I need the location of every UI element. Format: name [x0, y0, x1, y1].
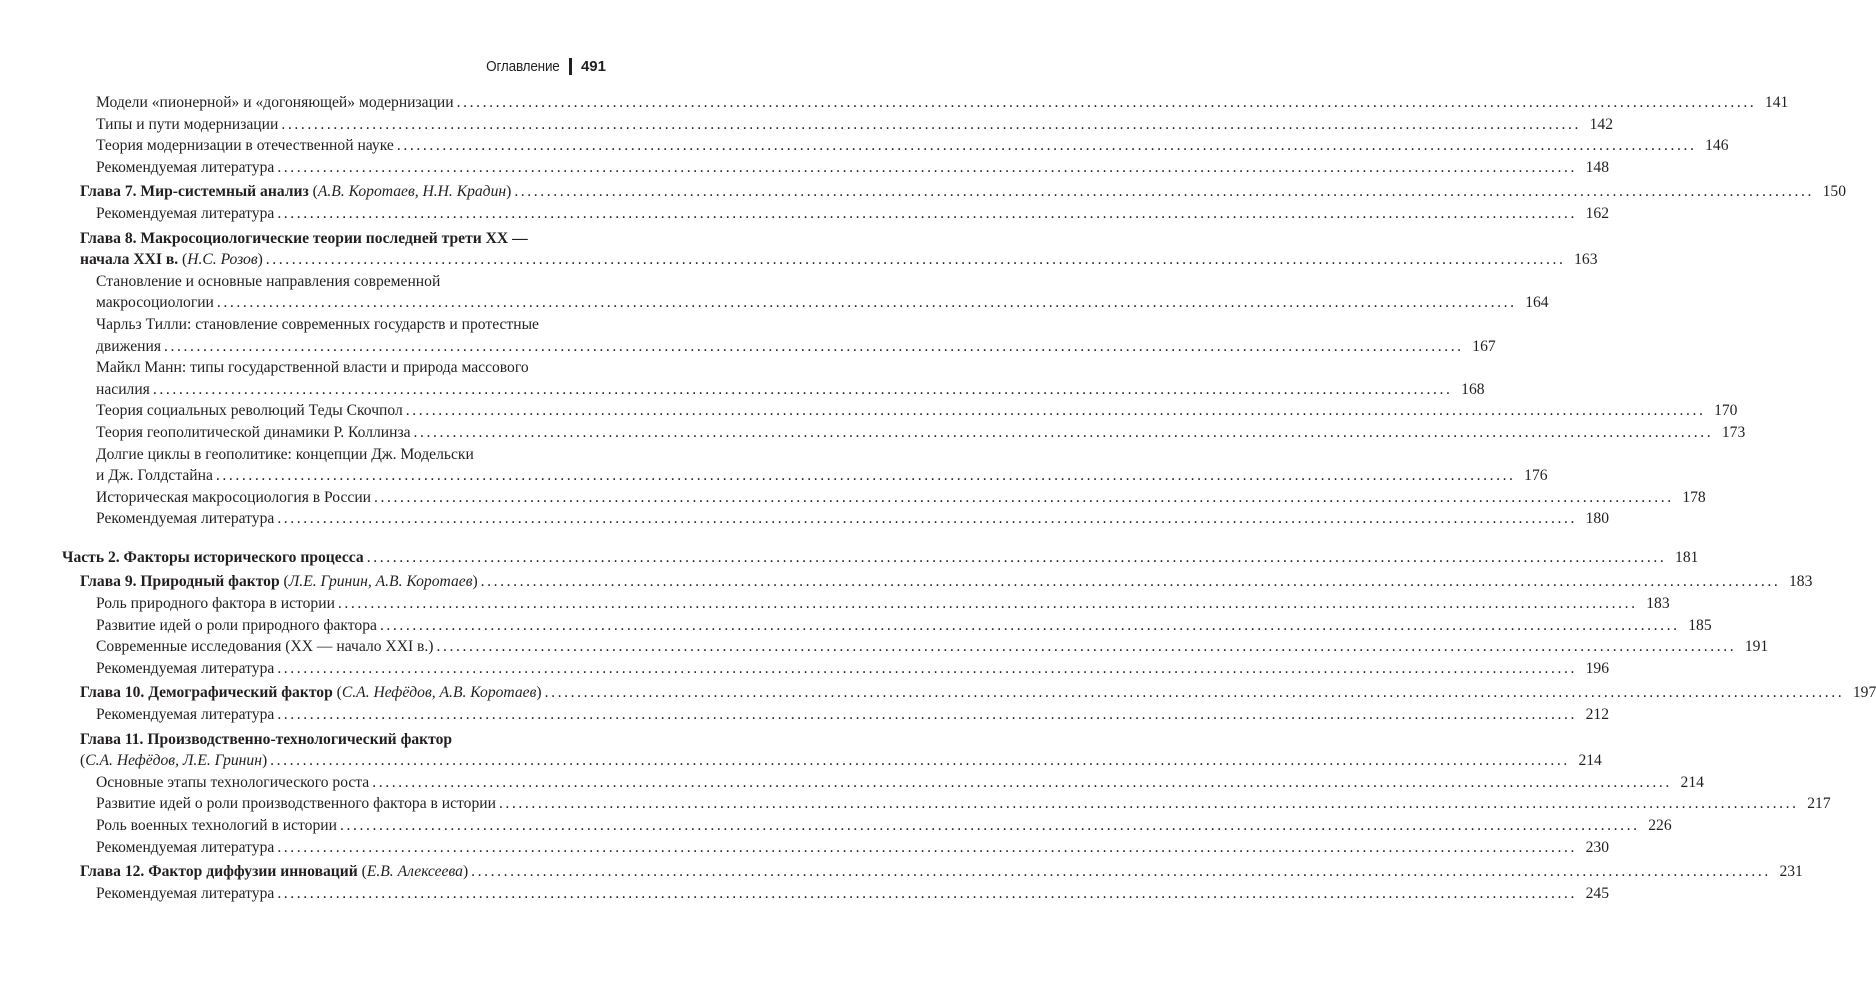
toc-section-entry[interactable]	[62, 658, 1609, 680]
toc-entry-title: Часть 2. Факторы исторического процесса	[62, 548, 364, 566]
toc-chapter-entry[interactable]	[62, 729, 1602, 772]
toc-entry-text	[96, 465, 213, 487]
paren-open: (	[279, 573, 289, 591]
toc-part-entry[interactable]	[62, 547, 1699, 569]
toc-entry-line	[96, 135, 1729, 157]
dot-leader: ........................................................................................................................................................................................................	[337, 595, 1638, 613]
toc-entry-title-line1: Майкл Манн: типы государственной власти и природа массового	[96, 359, 529, 377]
toc-section-entry[interactable]	[62, 314, 1496, 357]
paren-open: (	[80, 752, 86, 770]
toc-page-number: 212	[1585, 706, 1609, 724]
toc-entry-text	[80, 861, 468, 883]
toc-section-entry[interactable]	[62, 444, 1548, 487]
toc-section-entry[interactable]	[62, 636, 1769, 658]
toc-section-entry[interactable]	[62, 400, 1738, 422]
toc-entry-title: Рекомендуемая литература	[96, 510, 275, 528]
toc-entry-line	[96, 636, 1769, 658]
toc-entry-line	[96, 400, 1738, 422]
toc-entry-title: Роль военных технологий в истории	[96, 817, 337, 834]
paren-close: )	[462, 863, 469, 881]
toc-entry-text	[96, 704, 274, 726]
toc-entry-title: Развитие идей о роли природного фактора	[96, 616, 377, 634]
toc-entry-line	[80, 861, 1803, 883]
toc-entry-text	[80, 571, 478, 593]
toc-page-number: 180	[1585, 510, 1609, 528]
toc-entry-line	[96, 465, 1548, 487]
toc-entry-line	[96, 422, 1746, 444]
toc-entry-title: Роль природного фактора в истории	[96, 595, 335, 613]
running-header	[478, 58, 606, 75]
toc-entry-text	[80, 750, 267, 772]
toc-entry-title: Современные исследования (XX — начало XXI в.)	[96, 638, 434, 656]
toc-entry-line	[96, 487, 1706, 509]
dot-leader: ........................................................................................................................................................................................................	[498, 795, 1799, 813]
toc-entry-text	[96, 793, 496, 815]
toc-section-entry[interactable]	[62, 135, 1729, 157]
toc-entry-title-line1: Долгие циклы в геополитике: концепции Дж. Модельски	[96, 445, 474, 463]
toc-section-entry[interactable]	[62, 815, 1672, 837]
dot-leader: ........................................................................................................................................................................................................	[514, 183, 1814, 201]
toc-entry-authors: С.А. Нефёдов, Л.Е. Гринин	[85, 752, 262, 770]
toc-entry-title: Теория модернизации в отечественной науке	[96, 137, 394, 155]
toc-section-entry[interactable]	[62, 157, 1609, 179]
toc-section-entry[interactable]	[62, 508, 1609, 530]
toc-section-entry[interactable]	[62, 114, 1614, 136]
toc-chapter-entry[interactable]	[62, 228, 1598, 271]
toc-entry-line	[96, 772, 1704, 794]
toc-page-number: 197	[1852, 684, 1876, 702]
toc-page-number: 191	[1744, 638, 1769, 656]
dot-leader: ........................................................................................................................................................................................................	[277, 510, 1577, 528]
paren-open: (	[357, 863, 367, 881]
toc-entry-authors: А.В. Коротаев, Н.Н. Крадин	[317, 183, 507, 201]
dot-leader: ........................................................................................................................................................................................................	[277, 659, 1577, 677]
toc-entry-text	[96, 658, 274, 680]
toc-entry-text	[96, 157, 274, 179]
toc-entry-text	[96, 487, 371, 509]
toc-entry-title: Рекомендуемая литература	[96, 204, 275, 222]
toc-entry-title: Развитие идей о роли производственного фактора в истории	[96, 795, 496, 813]
toc-entry-text	[62, 547, 364, 569]
page-number: 491	[580, 58, 606, 75]
toc-entry-title-line1: Чарльз Тилли: становление современных государств и протестные	[96, 315, 539, 333]
toc-entry-text	[96, 837, 274, 859]
paren-close: )	[506, 183, 512, 201]
dot-leader: ........................................................................................................................................................................................................	[544, 684, 1845, 702]
toc-entry-text	[96, 636, 434, 658]
toc-section-entry[interactable]	[62, 92, 1789, 114]
toc-entry-title: Глава 9. Природный фактор	[80, 573, 280, 591]
toc-page-number: 176	[1524, 467, 1548, 485]
toc-page-number: 148	[1585, 158, 1609, 176]
toc-entry-title: Рекомендуемая литература	[96, 706, 275, 724]
toc-entry-text	[96, 336, 161, 358]
dot-leader: ........................................................................................................................................................................................................	[152, 380, 1453, 398]
toc-entry-line	[96, 508, 1609, 530]
paren-open: (	[308, 183, 318, 201]
toc-entry-title: Глава 12. Фактор диффузии инноваций	[80, 863, 358, 881]
dot-leader: ........................................................................................................................................................................................................	[277, 158, 1577, 176]
toc-entry-line	[96, 114, 1614, 136]
toc-section-entry[interactable]	[62, 704, 1609, 726]
dot-leader: ........................................................................................................................................................................................................	[281, 115, 1582, 133]
dot-leader: ........................................................................................................................................................................................................	[379, 616, 1680, 634]
toc-page-number: 183	[1646, 595, 1670, 613]
section-title: Оглавление	[485, 58, 560, 75]
toc-entry-line	[62, 547, 1699, 569]
toc-entry-line	[96, 292, 1549, 314]
dot-leader: ........................................................................................................................................................................................................	[277, 706, 1577, 724]
toc-page-number: 146	[1705, 137, 1729, 155]
toc-page-number: 181	[1675, 548, 1699, 566]
dot-leader: ........................................................................................................................................................................................................	[265, 251, 1566, 269]
toc-entry-line	[96, 157, 1609, 179]
toc-entry-text	[80, 249, 263, 271]
dot-leader: ........................................................................................................................................................................................................	[456, 94, 1757, 111]
toc-entry-title: начала XXI в.	[80, 251, 179, 269]
toc-page-number: 214	[1578, 752, 1602, 770]
dot-leader: ........................................................................................................................................................................................................	[372, 773, 1672, 791]
toc-entry-line	[80, 181, 1846, 203]
toc-entry-text	[96, 508, 274, 530]
dot-leader: ........................................................................................................................................................................................................	[270, 752, 1570, 770]
toc-page-number: 150	[1822, 183, 1846, 201]
toc-entry-text	[80, 181, 511, 203]
toc-entry-text	[96, 883, 274, 905]
toc-entry-authors: Е.В. Алексеева	[366, 863, 463, 881]
toc-page-number: 168	[1461, 380, 1485, 398]
toc-page-number: 185	[1688, 616, 1712, 634]
toc-entry-line	[96, 615, 1712, 637]
dot-leader: ........................................................................................................................................................................................................	[277, 884, 1577, 902]
paren-close: )	[261, 752, 268, 770]
toc-entry-line	[96, 837, 1609, 859]
toc-entry-text	[96, 292, 214, 314]
dot-leader: ........................................................................................................................................................................................................	[215, 467, 1516, 485]
paren-open: (	[178, 251, 188, 269]
toc-section-entry[interactable]	[62, 615, 1712, 637]
toc-page-number: 167	[1472, 337, 1496, 355]
toc-chapter-entry[interactable]	[62, 181, 1846, 203]
toc-chapter-entry[interactable]	[62, 682, 1876, 704]
toc-page-number: 141	[1764, 94, 1789, 111]
toc-page-number: 183	[1788, 573, 1813, 591]
toc-entry-line	[80, 249, 1598, 271]
toc-entry-title: Рекомендуемая литература	[96, 158, 275, 176]
toc-entry-line	[96, 593, 1670, 615]
dot-leader: ........................................................................................................................................................................................................	[216, 294, 1517, 312]
dot-leader: ........................................................................................................................................................................................................	[366, 548, 1667, 566]
header-divider	[569, 58, 572, 75]
toc-entry-line	[96, 883, 1609, 905]
toc-entry-title: Историческая макросоциология в России	[96, 488, 372, 506]
toc-entry-line	[96, 793, 1831, 815]
toc-entry-authors: Л.Е. Гринин, А.В. Коротаев	[288, 573, 473, 591]
toc-entry-text	[96, 203, 274, 225]
toc-entry-text	[96, 772, 369, 794]
toc-page-number: 164	[1525, 294, 1549, 312]
toc-chapter-entry[interactable]	[62, 571, 1813, 593]
toc-entry-text	[96, 815, 337, 837]
toc-entry-title: макросоциологии	[96, 294, 214, 312]
toc-entry-text	[96, 379, 150, 401]
dot-leader: ........................................................................................................................................................................................................	[405, 402, 1706, 420]
toc-entry-authors: Н.С. Розов	[187, 251, 258, 269]
toc-page-number: 231	[1779, 863, 1803, 881]
toc-page-number: 178	[1682, 488, 1706, 506]
toc-entry-title-line1: Глава 8. Макросоциологические теории последней трети XX —	[80, 229, 528, 247]
toc-entry-line	[80, 682, 1876, 704]
toc-entry-line	[80, 750, 1602, 772]
toc-entry-title: Типы и пути модернизации	[96, 115, 279, 133]
toc-entry-line	[96, 658, 1609, 680]
toc-page-number: 196	[1585, 659, 1609, 677]
toc-entry-authors: С.А. Нефёдов, А.В. Коротаев	[341, 684, 537, 702]
toc-entry-text	[96, 135, 394, 157]
toc-section-entry[interactable]	[62, 357, 1485, 400]
toc-entry-text	[80, 682, 542, 704]
paren-close: )	[536, 684, 542, 702]
dot-leader: ........................................................................................................................................................................................................	[480, 573, 1781, 591]
toc-entry-title: Глава 10. Демографический фактор	[80, 684, 333, 702]
toc-page-number: 170	[1714, 402, 1738, 420]
toc-section-entry[interactable]	[62, 593, 1670, 615]
toc-entry-text	[96, 593, 335, 615]
dot-leader: ........................................................................................................................................................................................................	[396, 137, 1697, 155]
paren-close: )	[257, 251, 263, 269]
toc-entry-title: Модели «пионерной» и «догоняющей» модернизации	[96, 94, 454, 111]
toc-entry-title: и Дж. Голдстайна	[96, 467, 213, 485]
toc-entry-line	[96, 704, 1609, 726]
toc-chapter-entry[interactable]	[62, 861, 1803, 883]
toc-entry-title: Основные этапы технологического роста	[96, 773, 370, 791]
toc-section-entry[interactable]	[62, 487, 1706, 509]
toc-entry-title: движения	[96, 337, 161, 355]
toc-entry-title: Теория социальных революций Теды Скочпол	[96, 402, 403, 420]
toc-section-entry[interactable]	[62, 883, 1609, 905]
toc-entry-title-line1: Глава 11. Производственно-технологический фактор	[80, 730, 453, 748]
dot-leader: ........................................................................................................................................................................................................	[413, 423, 1714, 441]
toc-page-number: 226	[1648, 817, 1672, 834]
toc-entry-title: Рекомендуемая литература	[96, 659, 275, 677]
dot-leader: ........................................................................................................................................................................................................	[339, 817, 1640, 834]
toc-entry-text	[96, 400, 403, 422]
toc-entry-title-line1: Становление и основные направления современной	[96, 272, 441, 290]
toc-page-number: 217	[1807, 795, 1831, 813]
toc-entry-line	[96, 815, 1672, 837]
toc-entry-text	[96, 92, 454, 114]
toc-entry-title: насилия	[96, 380, 150, 398]
dot-leader: ........................................................................................................................................................................................................	[471, 863, 1771, 881]
paren-close: )	[472, 573, 478, 591]
toc-entry-line	[96, 92, 1789, 114]
toc-entry-title: Глава 7. Мир-системный анализ	[80, 183, 309, 201]
dot-leader: ........................................................................................................................................................................................................	[374, 488, 1674, 506]
toc-section-entry[interactable]	[62, 271, 1549, 314]
toc-page-number: 173	[1721, 423, 1746, 441]
toc-entry-line	[96, 379, 1485, 401]
dot-leader: ........................................................................................................................................................................................................	[277, 838, 1577, 856]
toc-entry-line	[96, 203, 1609, 225]
toc-entry-line	[96, 336, 1496, 358]
toc-section-entry[interactable]	[62, 772, 1704, 794]
toc-entry-text	[96, 422, 411, 444]
dot-leader: ........................................................................................................................................................................................................	[277, 204, 1577, 222]
toc-entry-text	[96, 114, 278, 136]
toc-entry-title: Рекомендуемая литература	[96, 884, 275, 902]
toc-page-number: 162	[1585, 204, 1609, 222]
toc-section-entry[interactable]	[62, 422, 1746, 444]
toc-entry-line	[80, 571, 1813, 593]
paren-open: (	[332, 684, 342, 702]
toc-page-number: 214	[1680, 773, 1704, 791]
dot-leader: ........................................................................................................................................................................................................	[436, 638, 1737, 656]
toc-section-entry[interactable]	[62, 793, 1831, 815]
toc-page-number: 163	[1574, 251, 1598, 269]
toc-page-number: 230	[1585, 838, 1609, 856]
toc-entry-title: Теория геополитической динамики Р. Коллинза	[96, 423, 411, 441]
toc-entry-title: Рекомендуемая литература	[96, 838, 275, 856]
toc-section-entry[interactable]	[62, 837, 1609, 859]
toc-entry-text	[96, 615, 377, 637]
dot-leader: ........................................................................................................................................................................................................	[164, 337, 1464, 355]
toc-page-number: 245	[1585, 884, 1609, 902]
toc-page-number: 142	[1589, 115, 1614, 133]
toc-section-entry[interactable]	[62, 203, 1609, 225]
table-of-contents	[62, 92, 1876, 904]
